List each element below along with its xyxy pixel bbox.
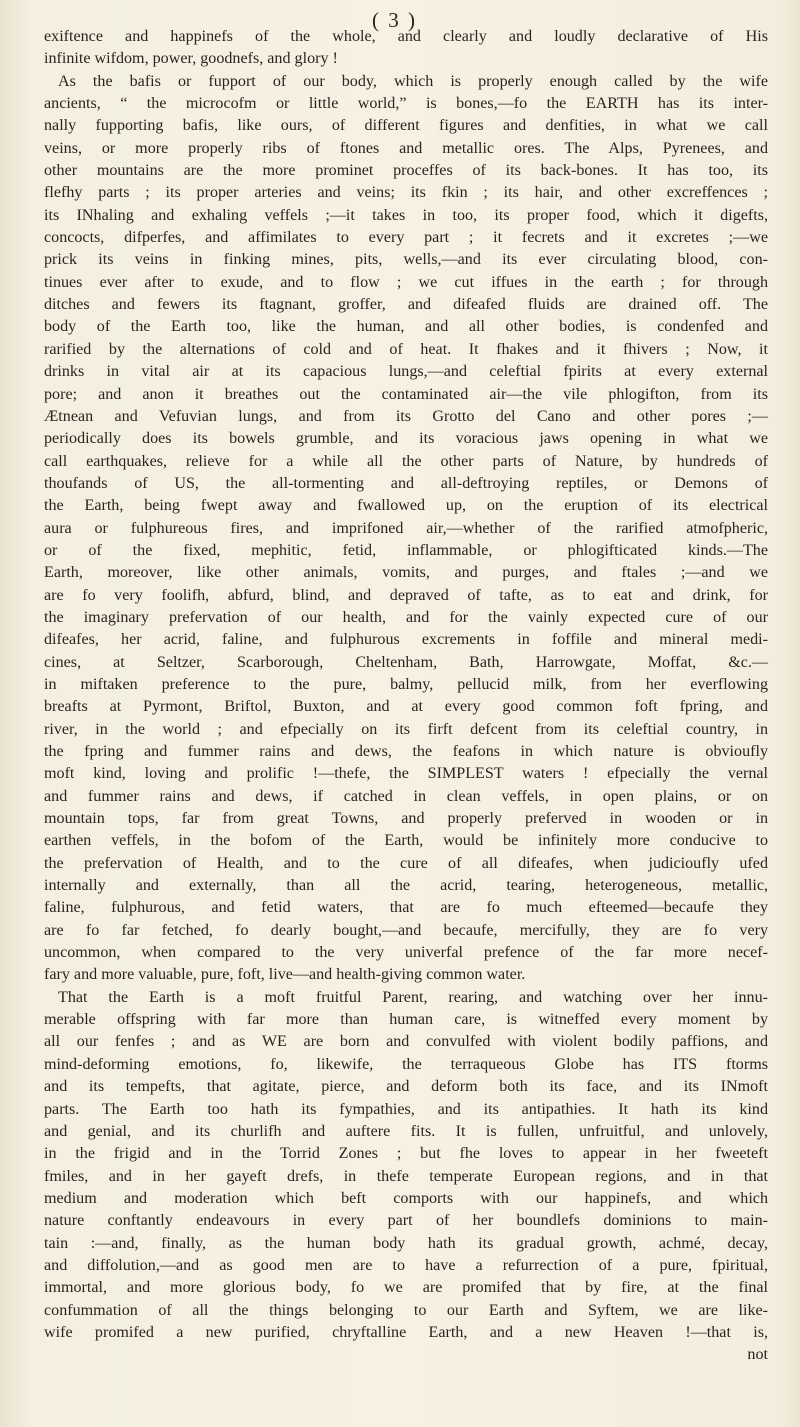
text-line: infinite wifdom, power, goodnefs, and glory ! xyxy=(44,50,338,68)
text-line: Earth, moreover, like other animals, vomits, and purges, and ftales ;—and we xyxy=(44,564,768,582)
text-line: body of the Earth too, like the human, and all other bodies, is condenfed and xyxy=(44,318,768,336)
text-line: and its tempefts, that agitate, pierce, and deform both its face, and its INmoft xyxy=(44,1078,768,1096)
text-line: ditches and fewers its ftagnant, groffer, and difeafed fluids are drained off. The xyxy=(44,296,768,314)
text-line: moft kind, loving and prolific !—thefe, the SIMPLEST waters ! efpecially the vernal xyxy=(44,765,768,783)
text-line: thoufands of US, the all-tormenting and all-deftroying reptiles, or Demons of xyxy=(44,474,768,492)
text-line: mind-deforming emotions, fo, likewife, the terraqueous Globe has ITS ftorms xyxy=(44,1055,768,1073)
text-line: rarified by the alternations of cold and of heat. It fhakes and it fhivers ; Now, it xyxy=(44,340,768,358)
text-line: fary and more valuable, pure, foft, live—and health-giving common water. xyxy=(44,966,526,984)
text-line: flefhy parts ; its proper arteries and veins; its fkin ; its hair, and other excreffences ; xyxy=(44,184,768,202)
text-line: its INhaling and exhaling veffels ;—it takes in too, its proper food, which it digefts, xyxy=(44,206,768,224)
text-line: the imaginary prefervation of our health, and for the vainly expected cure of our xyxy=(44,608,768,626)
text-line: tinues ever after to exude, and to flow ; we cut iffues in the earth ; for through xyxy=(44,273,768,291)
text-line: in miftaken preference to the pure, balmy, pellucid milk, from her everflowing xyxy=(44,675,768,693)
text-line: parts. The Earth too hath its fympathies, and its antipathies. It hath its kind xyxy=(44,1100,768,1118)
text-line: As the bafis or fupport of our body, which is properly enough called by the wife xyxy=(58,72,768,90)
text-line: prick its veins in finking mines, pits, wells,—and its ever circulating blood, con- xyxy=(44,251,768,269)
text-line: medium and moderation which beft comports with our happinefs, and which xyxy=(44,1189,768,1207)
text-line: aura or fulphureous fires, and imprifoned air,—whether of the rarified atmofpheric, xyxy=(44,519,768,537)
text-line: Ætnean and Vefuvian lungs, and from its Grotto del Cano and other pores ;— xyxy=(44,407,768,425)
text-line: not xyxy=(747,1346,768,1364)
text-line: confummation of all the things belonging to our Earth and Syftem, we are like- xyxy=(44,1301,768,1319)
text-line: call earthquakes, relieve for a while all the other parts of Nature, by hundreds of xyxy=(44,452,768,470)
text-line: earthen veffels, in the bofom of the Earth, would be infinitely more conducive to xyxy=(44,832,768,850)
text-line: uncommon, when compared to the very univerfal prefence of the far more necef- xyxy=(44,944,768,962)
text-line: and diffolution,—and as good men are to have a refurrection of a pure, fpiritual, xyxy=(44,1256,768,1274)
text-line: the fpring and fummer rains and dews, the feafons in which nature is obvioufly xyxy=(44,743,768,760)
text-line: river, in the world ; and efpecially on its firft defcent from its celeftial country, in xyxy=(44,720,768,738)
text-line: exiftence and happinefs of the whole, and clearly and loudly declarative of His xyxy=(44,28,768,45)
text-line: difeafes, her acrid, faline, and fulphurous excrements in foffile and mineral medi- xyxy=(44,631,768,649)
text-line: ancients, “ the microcofm or little world,” is bones,—fo the EARTH has its inter- xyxy=(44,95,768,113)
text-line: drinks in vital air at its capacious lungs,—and celeftial fpirits at every external xyxy=(44,363,768,381)
text-line: in the frigid and in the Torrid Zones ; but fhe loves to appear in her fweeteft xyxy=(44,1145,768,1163)
text-line: other mountains are the more prominet proceffes of its back-bones. It has too, its xyxy=(44,162,768,180)
text-line: breafts at Pyrmont, Briftol, Buxton, and at every good common foft fpring, and xyxy=(44,698,768,716)
text-line: veins, or more properly ribs of ftones and metallic ores. The Alps, Pyrenees, and xyxy=(44,139,768,157)
text-line: all our fenfes ; and as WE are born and convulfed with violent bodily paffions, and xyxy=(44,1033,768,1051)
text-line: pore; and anon it breathes out the contaminated air—the vile phlogifton, from its xyxy=(44,385,768,403)
text-line: and genial, and its churlifh and auftere fits. It is fullen, unfruitful, and unlovely, xyxy=(44,1122,768,1140)
text-line: That the Earth is a moft fruitful Parent, rearing, and watching over her innu- xyxy=(58,988,768,1006)
text-line: are fo far fetched, fo dearly bought,—and becaufe, mercifully, they are fo very xyxy=(44,921,768,939)
text-line: the prefervation of Health, and to the cure of all difeafes, when judicioufly ufed xyxy=(44,854,768,872)
page-number: ( 3 ) xyxy=(372,8,417,32)
text-line: tain :—and, finally, as the human body hath its gradual growth, achmé, decay, xyxy=(44,1234,768,1252)
text-line: are fo very foolifh, abfurd, blind, and depraved of tafte, as to eat and drink, for xyxy=(44,586,768,604)
text-line: merable offspring with far more than human care, is witneffed every moment by xyxy=(44,1011,768,1029)
text-line: fmiles, and in her gayeft drefs, in thefe temperate European regions, and in that xyxy=(44,1167,768,1185)
body-text xyxy=(44,26,768,1367)
text-line: faline, fulphurous, and fetid waters, that are fo much efteemed—becaufe they xyxy=(44,899,768,917)
text-line: cines, at Seltzer, Scarborough, Cheltenham, Bath, Harrowgate, Moffat, &c.— xyxy=(44,653,768,671)
text-line: and fummer rains and dews, if catched in clean veffels, in open plains, or on xyxy=(44,787,768,805)
text-line: concocts, difperfes, and affimilates to every part ; it fecrets and it excretes ;—we xyxy=(44,229,768,247)
text-line: internally and externally, than all the acrid, tearing, heterogeneous, metallic, xyxy=(44,877,768,895)
text-line: or of the fixed, mephitic, fetid, inflammable, or phlogifticated kinds.—The xyxy=(44,541,768,559)
text-line: immortal, and more glorious body, fo we are promifed that by fire, at the final xyxy=(44,1279,768,1297)
text-line: nally fupporting bafis, like ours, of different figures and denfities, in what we call xyxy=(44,117,768,135)
text-line: the Earth, being fwept away and fwallowed up, on the eruption of its electrical xyxy=(44,497,768,515)
text-line: mountain tops, far from great Towns, and properly preferved in wooden or in xyxy=(44,810,768,828)
text-line: wife promifed a new purified, chryftalline Earth, and a new Heaven !—that is, xyxy=(44,1323,768,1341)
text-line: periodically does its bowels grumble, and its voracious jaws opening in what we xyxy=(44,430,768,448)
text-line: nature conftantly endeavours in every part of her boundlefs dominions to main- xyxy=(44,1212,768,1230)
